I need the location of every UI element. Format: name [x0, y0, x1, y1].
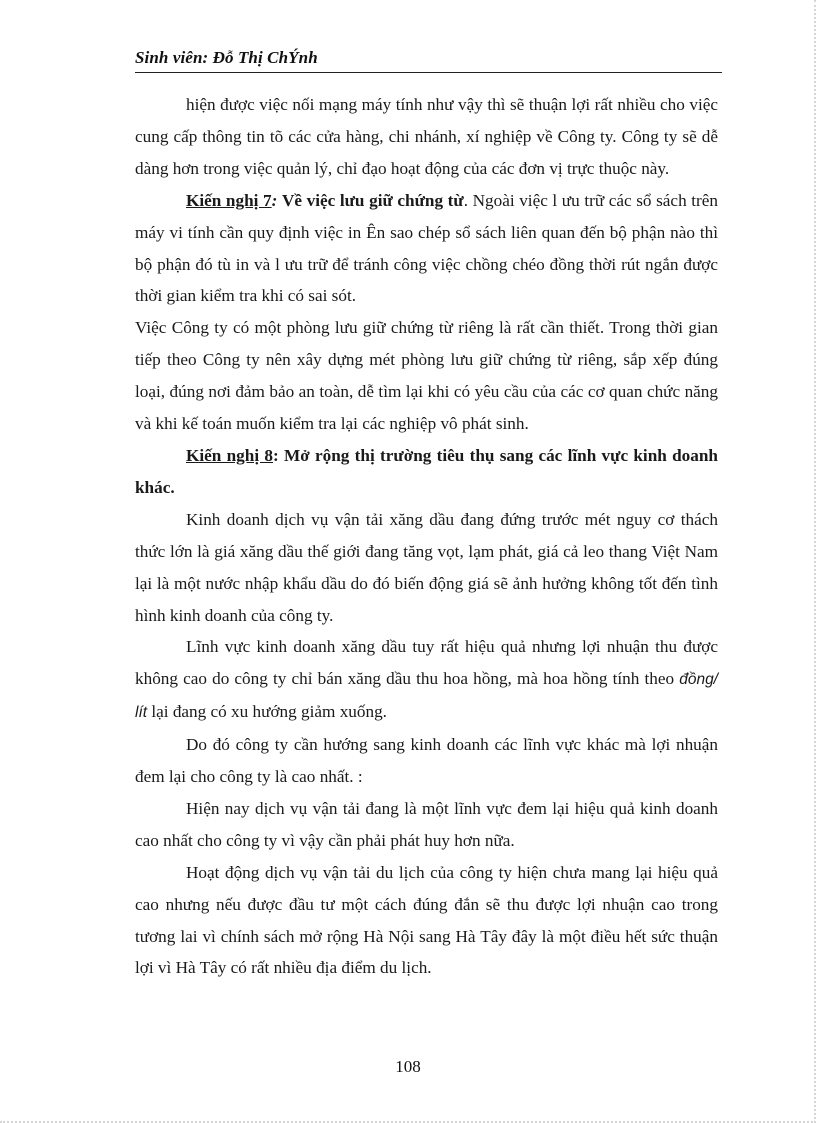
recommendation-7-body: . Ngoài việc l ưu trữ các sổ sách trên máy vi tính cần quy định việc in Ên sao chép sổ sách liên quan đến bộ phận nào thì bộ phận đó tù in và l ưu trữ để tránh công việc chồng chéo đồng thời rút ngắn được thời gian kiểm tra khi có sai sót. — [135, 190, 718, 306]
paragraph-network: hiện được việc nối mạng máy tính như vậy thì sẽ thuận lợi rất nhiều cho việc cung cấp thông tin tõ các cửa hàng, chi nhánh, xí nghiệp về Công ty. Công ty sẽ dễ dàng hơn trong việc quản lý, chỉ đạo hoạt động của các đơn vị trực thuộc này. — [135, 95, 718, 178]
recommendation-8-title: : Mở rộng thị trường tiêu thụ sang các lĩnh vực kinh doanh khác. — [135, 445, 718, 497]
recommendation-7-title: Về việc lưu giữ chứng từ — [281, 190, 464, 210]
fuel-profit-text-b: lại đang có xu hướng giảm xuống. — [147, 702, 387, 722]
recommendation-8-label: Kiến nghị 8 — [186, 445, 273, 465]
paragraph-recommendation-7 — [135, 185, 718, 313]
author-line: Sinh viên: Đỗ Thị ChÝnh — [135, 48, 318, 67]
paragraph-transport-service: Hiện nay dịch vụ vận tải đang là một lĩnh vực đem lại hiệu quả kinh doanh cao nhất cho công ty vì vậy cần phải phát huy hơn nữa. — [135, 798, 718, 850]
page-number: 108 — [395, 1057, 421, 1076]
paragraph-archive-room: Việc Công ty có một phòng lưu giữ chứng từ riêng là rất cần thiết. Trong thời gian tiếp theo Công ty nên xây dựng mét phòng lưu giữ chứng từ riêng, sắp xếp đúng loại, đúng nơi đảm bảo an toàn, dễ tìm lại khi có yêu cầu của các cơ quan chức năng và khi kế toán muốn kiểm tra lại các nghiệp vô phát sinh. — [135, 318, 718, 434]
fuel-profit-text-a: Lĩnh vực kinh doanh xăng dầu tuy rất hiệu quả nhưng lợi nhuận thu được không cao do công ty chỉ bán xăng dầu thu hoa hồng, mà hoa hồng tính theo — [135, 637, 718, 689]
page-header — [135, 48, 722, 73]
recommendation-7-label: Kiến nghị 7 — [186, 190, 272, 210]
document-body — [135, 89, 718, 984]
recommendation-7-colon: : — [271, 190, 282, 210]
paragraph-tourism: Hoạt động dịch vụ vận tải du lịch của công ty hiện chưa mang lại hiệu quả cao nhưng nếu được đầu tư một cách đúng đắn sẽ thu được lợi nhuận cao trong tương lai vì chính sách mở rộng Hà Nội sang Hà Tây đây là một điều hết sức thuận lợi vì Hà Tây có rất nhiều địa điểm du lịch. — [135, 862, 718, 978]
paragraph-fuel-risk: Kinh doanh dịch vụ vận tải xăng dầu đang đứng trước mét nguy cơ thách thức lớn là giá xăng dầu thế giới đang tăng vọt, lạm phát, giá cả leo thang Việt Nam lại là một nước nhập khẩu dầu do đó biến động giá sẽ ảnh hưởng không tốt đến tình hình kinh doanh của công ty. — [135, 509, 718, 625]
fuel-profit-unit: đồng/ lít — [135, 671, 718, 722]
paragraph-recommendation-8 — [135, 440, 718, 504]
paragraph-fuel-profit — [135, 631, 718, 729]
paragraph-diversify: Do đó công ty cần hướng sang kinh doanh các lĩnh vực khác mà lợi nhuận đem lại cho công ty là cao nhất. : — [135, 735, 718, 787]
